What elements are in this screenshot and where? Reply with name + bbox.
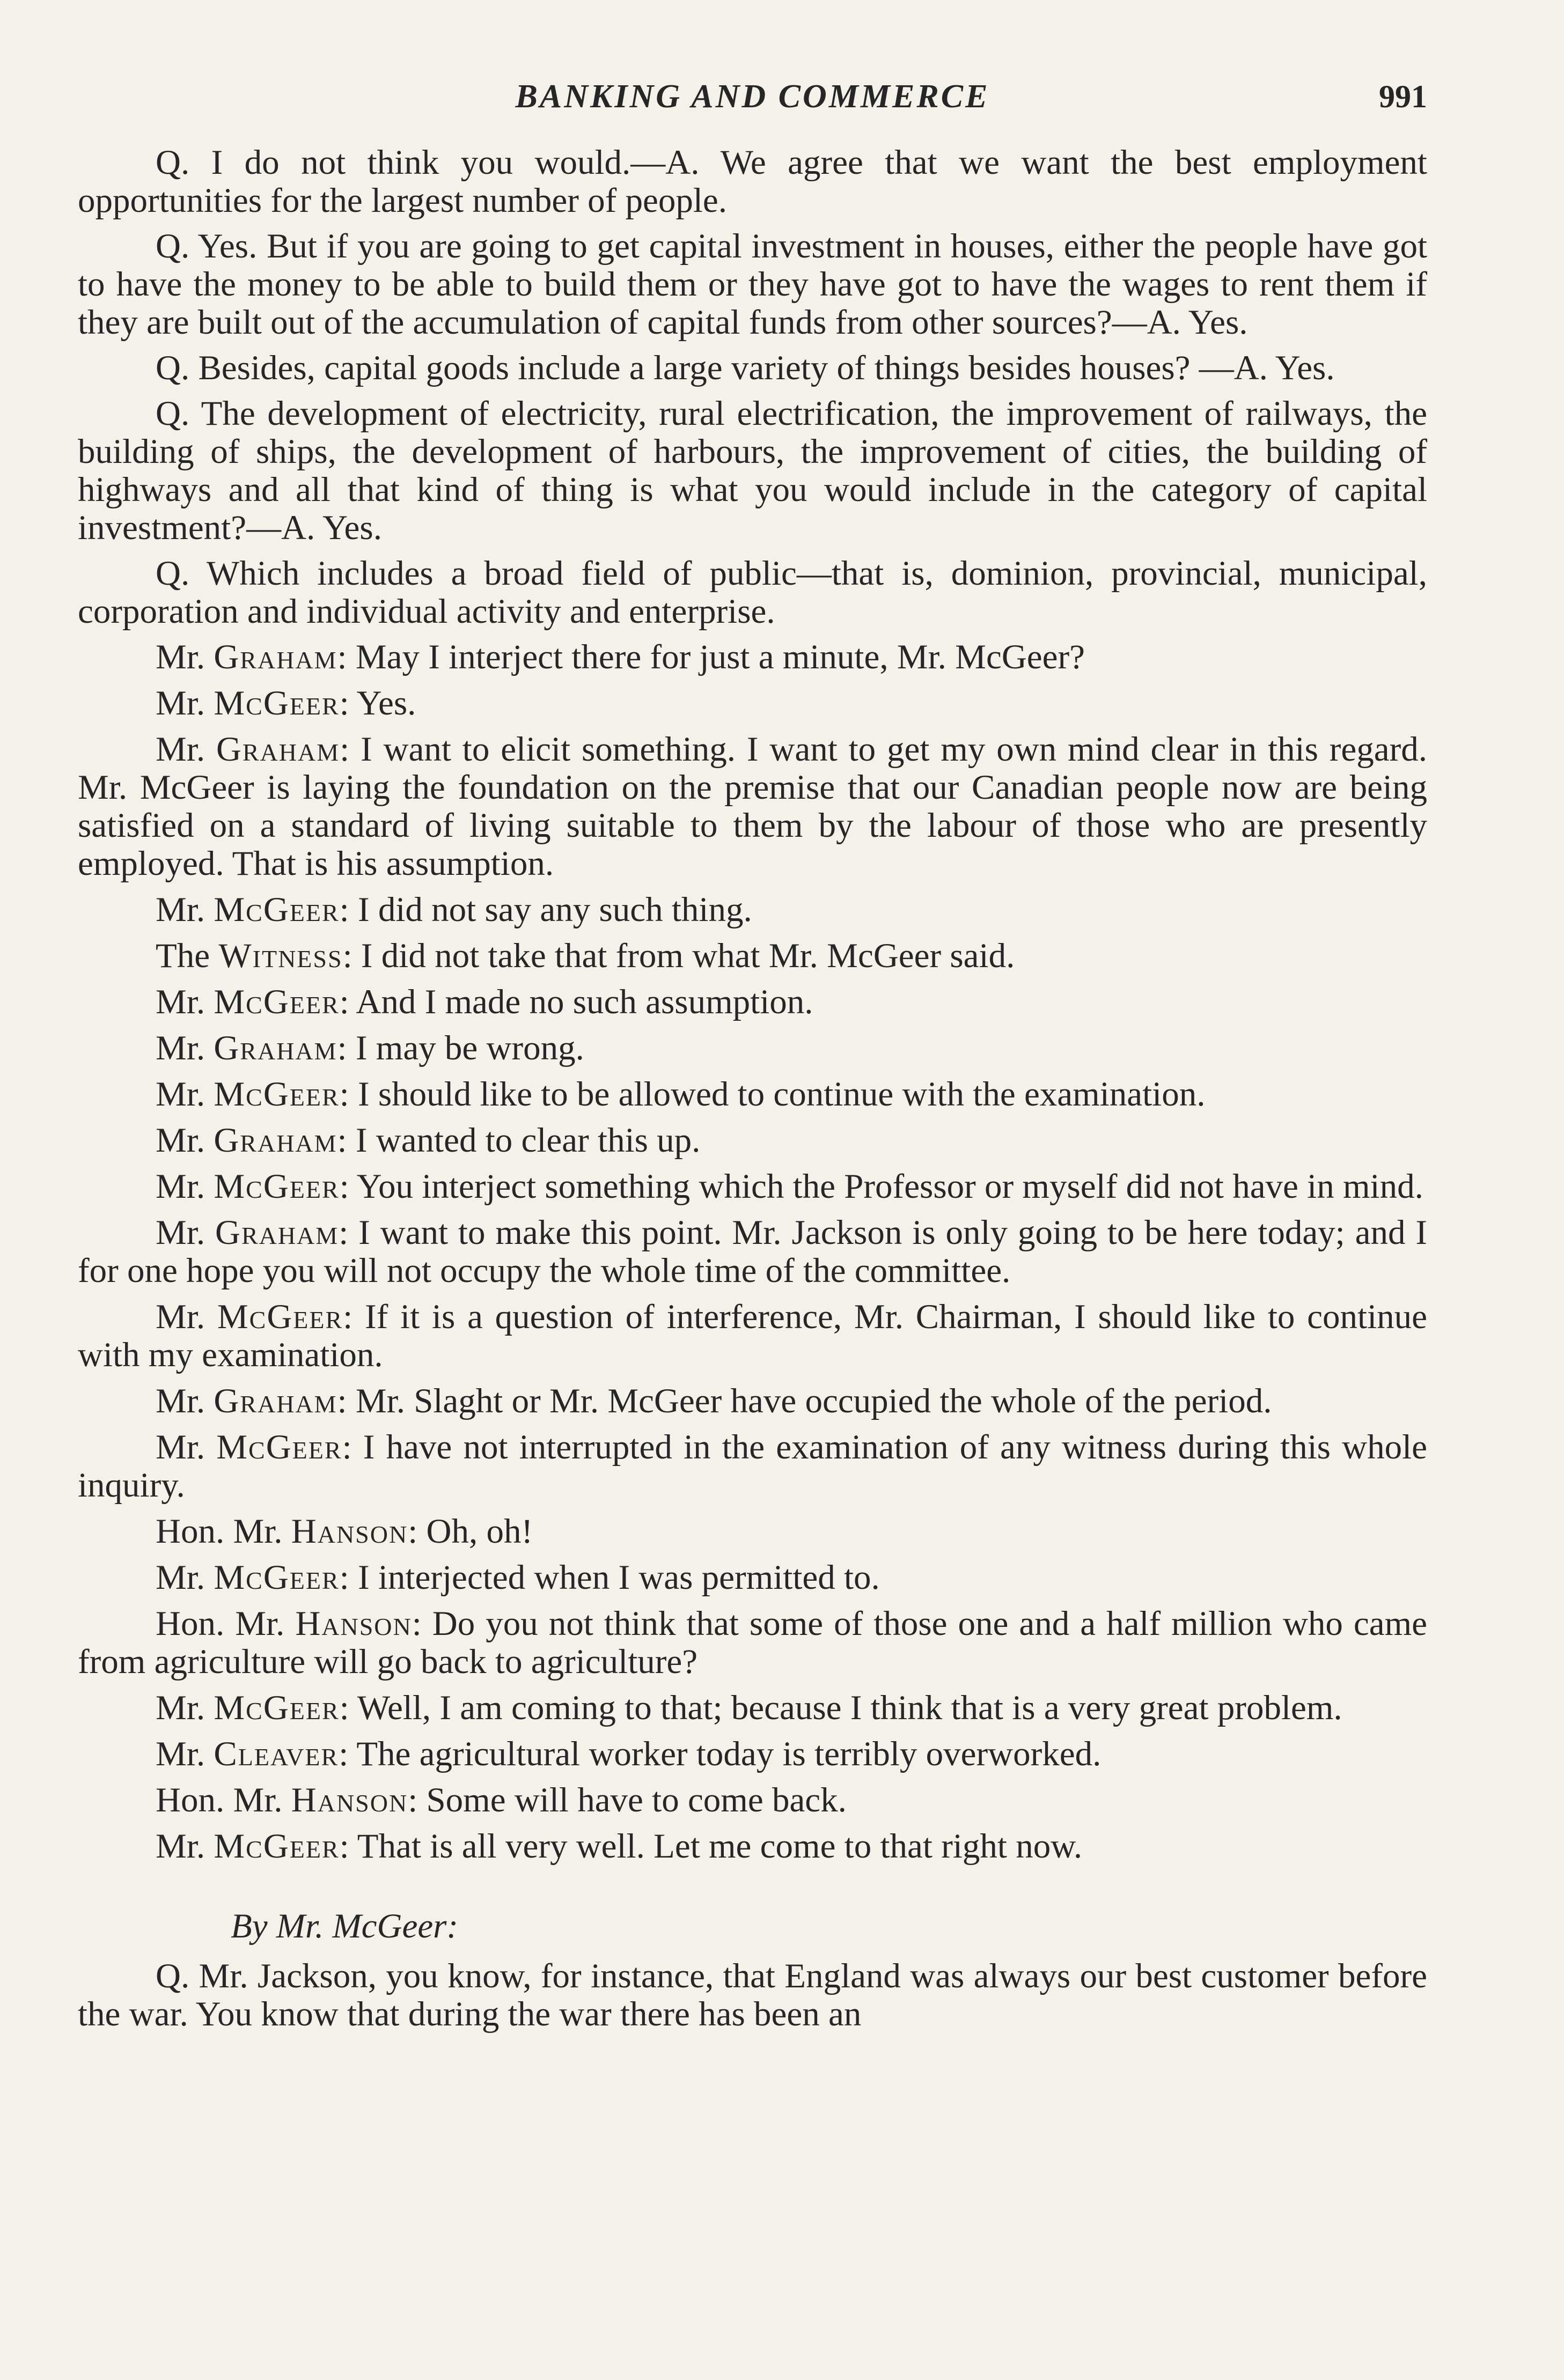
paragraph-text: Q. Which includes a broad field of public—that is, dominion, provincial, municipal, corporation and individual activity and enterprise. xyxy=(78,554,1427,631)
speaker-paragraph: Mr. McGeer: I have not interrupted in the examination of any witness during this whole inquiry. xyxy=(78,1428,1427,1505)
speaker-prefix: Mr. xyxy=(156,1428,217,1467)
speaker-name: Graham xyxy=(215,1213,339,1252)
speaker-prefix: Mr. xyxy=(156,730,216,769)
speaker-paragraph: The Witness: I did not take that from what Mr. McGeer said. xyxy=(156,937,1015,975)
speaker-name: Graham xyxy=(214,1029,337,1067)
paragraph-list xyxy=(78,144,1427,1866)
paragraph-text: May I interject there for just a minute, Mr. McGeer? xyxy=(355,638,1085,676)
speaker-paragraph: Mr. Graham: May I interject there for just a minute, Mr. McGeer? xyxy=(156,638,1085,676)
speaker-name: Graham xyxy=(214,1121,337,1160)
speaker-prefix: Hon. Mr. xyxy=(156,1512,291,1551)
header-title: BANKING AND COMMERCE xyxy=(515,78,990,115)
speaker-prefix: Mr. xyxy=(156,1121,214,1160)
paragraph-text: I interjected when I was permitted to. xyxy=(357,1558,880,1597)
final-question-paragraph: Q. Mr. Jackson, you know, for instance, that England was always our best customer before the war. You know that during the war there has been an xyxy=(78,1957,1427,2033)
speaker-prefix: Mr. xyxy=(156,983,214,1021)
speaker-prefix: The xyxy=(156,937,219,975)
speaker-name: Graham xyxy=(214,1382,337,1420)
paragraph-text: You interject something which the Professor or myself did not have in mind. xyxy=(356,1167,1423,1206)
paragraph-text: Oh, oh! xyxy=(426,1512,533,1551)
paragraph-text: Well, I am coming to that; because I think that is a very great problem. xyxy=(357,1689,1342,1727)
speaker-paragraph: Mr. Graham: I want to make this point. Mr. Jackson is only going to be here today; and I for one hope you will not occupy the whole time of the committee. xyxy=(78,1213,1428,1290)
paragraph-text: The agricultural worker today is terribly overworked. xyxy=(356,1735,1102,1773)
paragraph-text: Q. I do not think you would.—A. We agree that we want the best employment opportunities for the largest number of people. xyxy=(78,143,1427,220)
speaker-paragraph: Mr. McGeer: And I made no such assumption. xyxy=(156,983,813,1021)
speaker-prefix: Mr. xyxy=(156,890,214,929)
speaker-prefix: Hon. Mr. xyxy=(156,1781,291,1819)
speaker-paragraph: Mr. Graham: I wanted to clear this up. xyxy=(156,1121,701,1160)
examiner-byline: By Mr. McGeer: xyxy=(231,1907,459,1946)
speaker-prefix: Mr. xyxy=(156,638,214,676)
speaker-paragraph: Mr. McGeer: I did not say any such thing. xyxy=(156,890,752,929)
transcript-body xyxy=(78,144,1427,2041)
speaker-prefix: Mr. xyxy=(156,1213,215,1252)
speaker-paragraph: Mr. McGeer: You interject something which the Professor or myself did not have in mind. xyxy=(156,1167,1423,1206)
speaker-name: McGeer xyxy=(214,890,340,929)
speaker-name: McGeer xyxy=(214,1075,340,1114)
paragraph-text: And I made no such assumption. xyxy=(356,983,813,1021)
paragraph-text: I want to make this point. Mr. Jackson is only going to be here today; and I for one hope you will not occupy the whole time of the committee. xyxy=(78,1213,1428,1290)
speaker-name: Cleaver xyxy=(214,1735,339,1773)
speaker-paragraph: Mr. McGeer: I interjected when I was permitted to. xyxy=(156,1558,880,1597)
speaker-name: McGeer xyxy=(214,1167,340,1206)
paragraph-text: Do you not think that some of those one and a half million who came from agriculture will go back to agriculture? xyxy=(78,1604,1428,1681)
paragraph-text: If it is a question of interference, Mr. Chairman, I should like to continue with my examination. xyxy=(78,1298,1427,1374)
speaker-paragraph: Mr. Graham: I may be wrong. xyxy=(156,1029,584,1067)
paragraph-text: That is all very well. Let me come to that right now. xyxy=(357,1827,1083,1866)
paragraph-text: Q. Yes. But if you are going to get capital investment in houses, either the people have got to have the money to be able to build them or they have got to have the wages to rent them if they are built out of the accumulation of capital funds from other sources?—A. Yes. xyxy=(78,227,1427,342)
paragraph-text: Mr. Slaght or Mr. McGeer have occupied the whole of the period. xyxy=(355,1382,1272,1420)
speaker-prefix: Hon. Mr. xyxy=(156,1604,296,1643)
speaker-name: McGeer xyxy=(214,1558,340,1597)
speaker-name: McGeer xyxy=(214,1689,340,1727)
speaker-prefix: Mr. xyxy=(156,1558,214,1597)
speaker-paragraph: Mr. McGeer: I should like to be allowed to continue with the examination. xyxy=(156,1075,1206,1114)
speaker-prefix: Mr. xyxy=(156,1029,214,1067)
paragraph-text: I want to elicit something. I want to get my own mind clear in this regard. Mr. McGeer is laying the foundation on the premise that our Canadian people now are being satisfied on a standard of living suitable to them by the labour of those who are presently employed. That is his assumption. xyxy=(78,730,1428,883)
speaker-prefix: Mr. xyxy=(156,684,214,723)
paragraph-text: I wanted to clear this up. xyxy=(355,1121,701,1160)
speaker-name: Hanson xyxy=(291,1512,408,1551)
speaker-paragraph: Hon. Mr. Hanson: Some will have to come back. xyxy=(156,1781,847,1819)
speaker-paragraph: Mr. Cleaver: The agricultural worker today is terribly overworked. xyxy=(156,1735,1102,1773)
speaker-paragraph: Hon. Mr. Hanson: Oh, oh! xyxy=(156,1512,533,1551)
speaker-name: McGeer xyxy=(214,1827,340,1866)
paragraph-text: Q. The development of electricity, rural electrification, the improvement of railways, the building of ships, the development of harbours, the improvement of cities, the building of highways and all that kind of thing is what you would include in the category of capital investment?—A. Yes. xyxy=(78,394,1427,547)
speaker-prefix: Mr. xyxy=(156,1298,217,1336)
speaker-prefix: Mr. xyxy=(156,1382,214,1420)
speaker-paragraph: Mr. McGeer: Yes. xyxy=(156,684,416,723)
speaker-name: Graham xyxy=(216,730,340,769)
speaker-name: Witness xyxy=(218,937,343,975)
speaker-name: Hanson xyxy=(291,1781,408,1819)
question-paragraph xyxy=(78,349,1427,387)
running-header xyxy=(78,75,1427,118)
paragraph-text: I did not take that from what Mr. McGeer said. xyxy=(361,937,1015,975)
speaker-paragraph: Mr. Graham: I want to elicit something. I want to get my own mind clear in this regard. Mr. McGeer is laying the foundation on the premise that our Canadian people now are being satisfied on a standard of living suitable to them by the labour of those who are presently employed. That is his assumption. xyxy=(78,730,1428,883)
speaker-name: Hanson xyxy=(295,1604,412,1643)
paragraph-text: I should like to be allowed to continue with the examination. xyxy=(357,1075,1206,1114)
question-paragraph xyxy=(78,227,1427,342)
speaker-name: McGeer xyxy=(217,1298,343,1336)
speaker-prefix: Mr. xyxy=(156,1075,214,1114)
speaker-paragraph: Hon. Mr. Hanson: Do you not think that some of those one and a half million who came from agriculture will go back to agriculture? xyxy=(78,1604,1428,1681)
speaker-paragraph: Mr. McGeer: If it is a question of interference, Mr. Chairman, I should like to continue with my examination. xyxy=(78,1298,1427,1374)
speaker-name: McGeer xyxy=(214,983,340,1021)
speaker-paragraph: Mr. McGeer: That is all very well. Let me come to that right now. xyxy=(156,1827,1083,1866)
speaker-name: McGeer xyxy=(214,684,340,723)
speaker-name: McGeer xyxy=(216,1428,342,1467)
speaker-prefix: Mr. xyxy=(156,1735,214,1773)
question-paragraph xyxy=(78,395,1427,547)
speaker-prefix: Mr. xyxy=(156,1827,214,1866)
question-paragraph xyxy=(78,144,1427,220)
speaker-paragraph: Mr. McGeer: Well, I am coming to that; because I think that is a very great problem. xyxy=(156,1689,1342,1727)
paragraph-text: Q. Besides, capital goods include a large variety of things besides houses? —A. Yes. xyxy=(156,349,1335,387)
paragraph-text: I have not interrupted in the examination of any witness during this whole inquiry. xyxy=(78,1428,1427,1505)
question-paragraph xyxy=(78,555,1427,631)
paragraph-text: Some will have to come back. xyxy=(426,1781,847,1819)
speaker-prefix: Mr. xyxy=(156,1167,214,1206)
paragraph-text: I may be wrong. xyxy=(355,1029,584,1067)
speaker-prefix: Mr. xyxy=(156,1689,214,1727)
speaker-name: Graham xyxy=(214,638,337,676)
paragraph-text: I did not say any such thing. xyxy=(357,890,752,929)
speaker-paragraph: Mr. Graham: Mr. Slaght or Mr. McGeer have occupied the whole of the period. xyxy=(156,1382,1272,1420)
paragraph-text: Yes. xyxy=(356,684,416,723)
page-number: 991 xyxy=(1379,79,1427,114)
